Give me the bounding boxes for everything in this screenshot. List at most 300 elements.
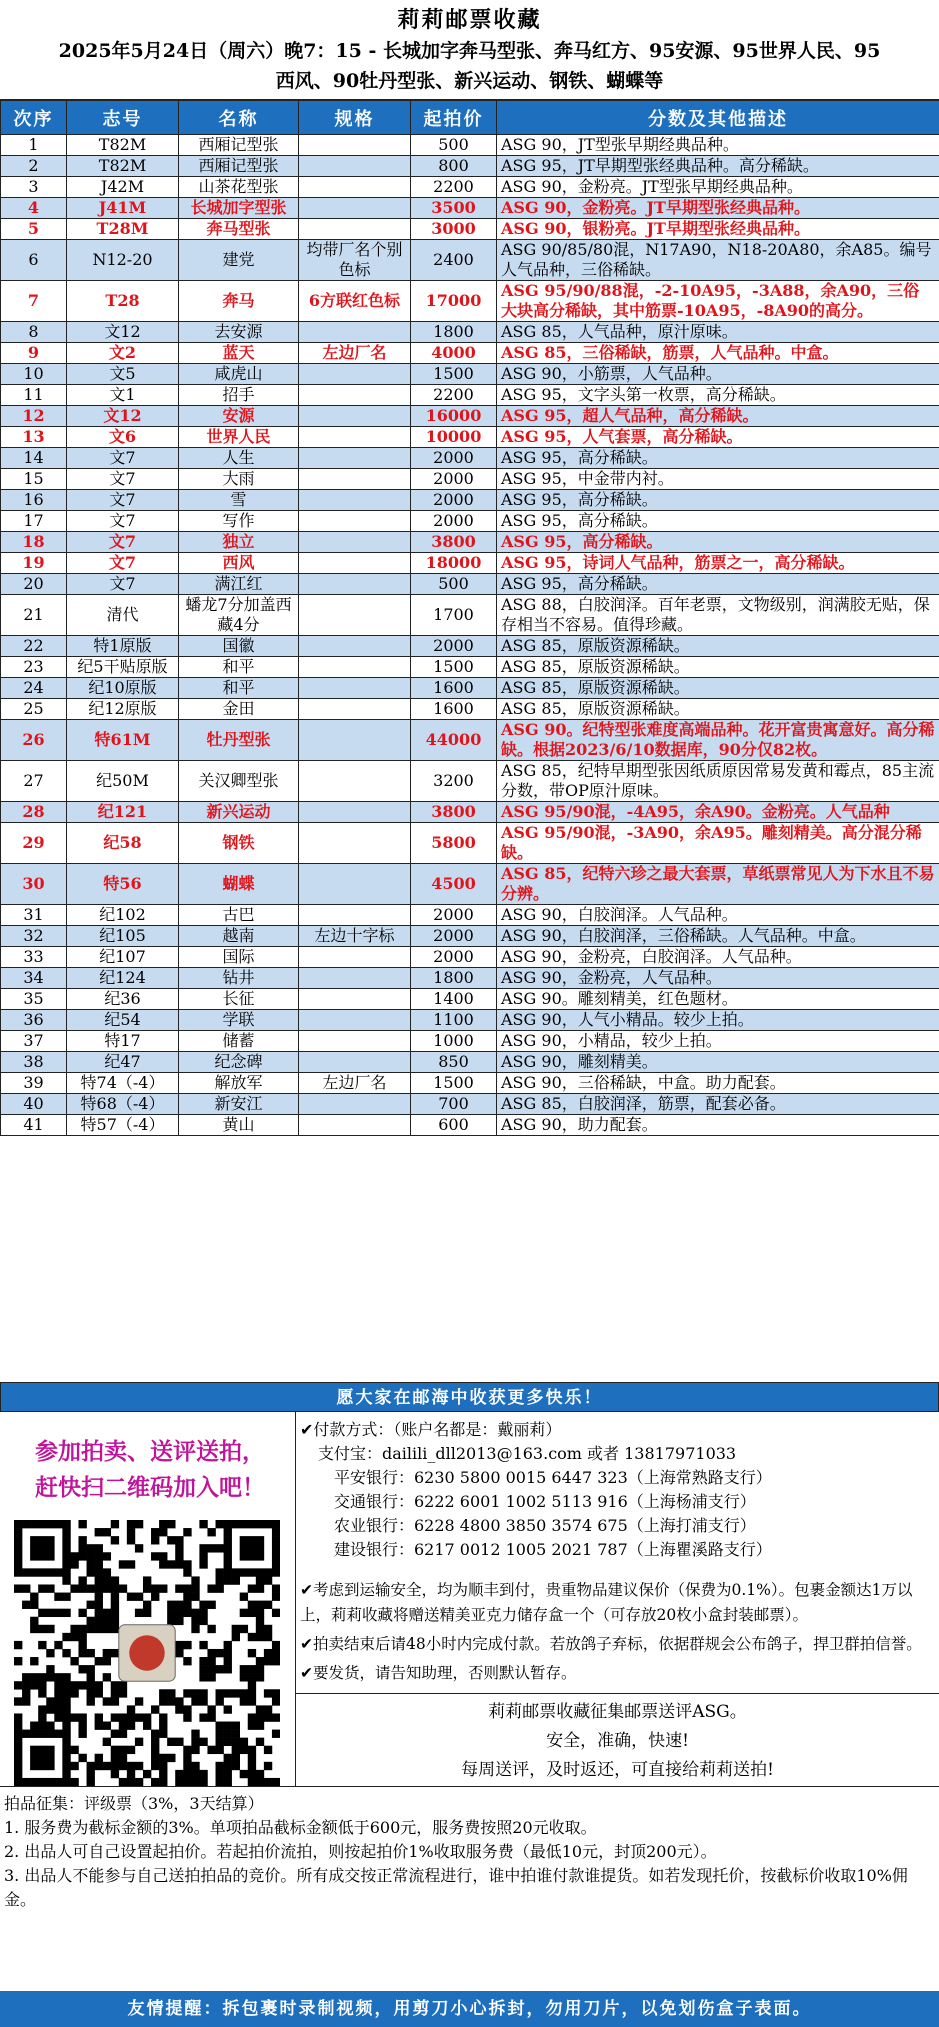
qr-module [54,1778,62,1786]
qr-module [70,1746,78,1754]
qr-module [70,1625,78,1633]
qr-module [159,1713,167,1721]
lot-no: 41 [1,1115,67,1136]
qr-module [38,1609,46,1617]
qr-module [159,1560,167,1568]
qr-module [224,1649,232,1657]
qr-module [199,1617,207,1625]
lot-spec [299,219,411,240]
table-row [1,281,939,322]
qr-module [62,1681,70,1689]
qr-module [224,1705,232,1713]
qr-module [264,1762,272,1770]
qr-module [38,1722,46,1730]
qr-module [14,1641,22,1649]
qr-module [191,1593,199,1601]
lot-no: 17 [1,511,67,532]
qr-module [264,1633,272,1641]
qr-module [183,1713,191,1721]
qr-module [46,1568,54,1576]
qr-module [256,1568,264,1576]
lot-no: 5 [1,219,67,240]
qr-module [103,1625,111,1633]
lot-no: 29 [1,823,67,864]
qr-module [272,1560,280,1568]
lot-price: 3800 [411,802,497,823]
lot-no: 38 [1,1052,67,1073]
lot-desc: ASG 95，中金带内衬。 [497,469,939,490]
qr-module [240,1568,248,1576]
qr-module [256,1601,264,1609]
lot-no: 8 [1,322,67,343]
lot-code: T82M [67,156,179,177]
qr-module [119,1722,127,1730]
qr-module [103,1762,111,1770]
qr-module [135,1713,143,1721]
qr-module [224,1528,232,1536]
qr-module [87,1697,95,1705]
qr-module [191,1730,199,1738]
table-row [1,657,939,678]
qr-module [264,1713,272,1721]
qr-module [272,1697,280,1705]
qr-module [216,1738,224,1746]
lot-name: 西厢记型张 [179,156,299,177]
qr-module [22,1778,30,1786]
qr-module [240,1520,248,1528]
qr-module [103,1552,111,1560]
qr-module [87,1544,95,1552]
qr-module [62,1713,70,1721]
lot-code: 特17 [67,1031,179,1052]
lot-no: 28 [1,802,67,823]
qr-module [14,1730,22,1738]
qr-module [248,1544,256,1552]
lot-desc: ASG 90，白胶润泽。人气品种。 [497,905,939,926]
qr-module [30,1778,38,1786]
lot-name: 钢铁 [179,823,299,864]
qr-module [54,1705,62,1713]
qr-module [70,1552,78,1560]
qr-module [272,1544,280,1552]
qr-module [38,1584,46,1592]
table-row [1,385,939,406]
lot-spec [299,322,411,343]
table-row [1,761,939,802]
qr-module [103,1609,111,1617]
qr-module [103,1576,111,1584]
qr-module [248,1520,256,1528]
qr-module [30,1746,38,1754]
qr-module [87,1552,95,1560]
qr-module [191,1689,199,1697]
invite-line2: 赶快扫二维码加入吧！ [35,1474,265,1501]
qr-module [224,1536,232,1544]
qr-module [135,1738,143,1746]
qr-module [111,1697,119,1705]
qr-module [183,1778,191,1786]
qr-module [248,1762,256,1770]
table-row [1,511,939,532]
qr-module [272,1520,280,1528]
lot-price: 3800 [411,532,497,553]
qr-module [70,1681,78,1689]
qr-module [87,1689,95,1697]
lot-price: 1800 [411,968,497,989]
qr-module [127,1528,135,1536]
lot-price: 2000 [411,448,497,469]
lot-name: 招手 [179,385,299,406]
payment-info [300,1418,936,1686]
qr-module [151,1705,159,1713]
qr-module [248,1713,256,1721]
lot-no: 16 [1,490,67,511]
qr-module [78,1649,86,1657]
qr-module [14,1754,22,1762]
qr-module [264,1689,272,1697]
qr-module [207,1649,215,1657]
qr-module [240,1738,248,1746]
qr-module [30,1673,38,1681]
qr-module [30,1544,38,1552]
qr-module [30,1722,38,1730]
qr-module [216,1568,224,1576]
qr-module [272,1713,280,1721]
qr-module [191,1746,199,1754]
qr-module [175,1617,183,1625]
qr-module [264,1576,272,1584]
lot-desc: ASG 90。纪特型张难度高端品种。花开富贵寓意好。高分稀缺。根据2023/6/10数据库，90分仅82枚。 [497,720,939,761]
qr-module [46,1665,54,1673]
lot-spec: 左边厂名 [299,343,411,364]
qr-module [30,1762,38,1770]
lot-no: 31 [1,905,67,926]
qr-module [159,1689,167,1697]
lot-name: 西厢记型张 [179,135,299,156]
qr-module [183,1593,191,1601]
lot-spec [299,1010,411,1031]
qr-module [151,1528,159,1536]
qr-module [248,1601,256,1609]
lot-name: 解放军 [179,1073,299,1094]
qr-module [30,1625,38,1633]
lot-price: 2000 [411,947,497,968]
lot-price: 1700 [411,595,497,636]
lot-price: 800 [411,156,497,177]
lot-desc: ASG 85，原版资源稀缺。 [497,657,939,678]
lot-name: 建党 [179,240,299,281]
lot-spec [299,947,411,968]
qr-module [14,1544,22,1552]
qr-module [199,1520,207,1528]
lot-price: 850 [411,1052,497,1073]
qr-module [78,1730,86,1738]
lot-no: 36 [1,1010,67,1031]
qr-module [62,1722,70,1730]
qr-module [14,1657,22,1665]
table-row [1,364,939,385]
lot-spec [299,364,411,385]
lot-name: 金田 [179,699,299,720]
lot-code: 纪107 [67,947,179,968]
lot-no: 13 [1,427,67,448]
qr-module [264,1625,272,1633]
qr-module [183,1641,191,1649]
qr-module [151,1593,159,1601]
qr-module [14,1697,22,1705]
qr-module [135,1593,143,1601]
qr-module [95,1617,103,1625]
lot-price: 1500 [411,1073,497,1094]
lot-code: J42M [67,177,179,198]
qr-module [256,1713,264,1721]
qr-module [159,1584,167,1592]
qr-module [191,1770,199,1778]
lot-desc: ASG 95，高分稀缺。 [497,511,939,532]
qr-module [14,1778,22,1786]
table-row [1,1052,939,1073]
qr-module [111,1730,119,1738]
qr-module [216,1697,224,1705]
qr-module [62,1689,70,1697]
qr-module [135,1778,143,1786]
qr-module [78,1625,86,1633]
lot-spec [299,761,411,802]
qr-module [159,1762,167,1770]
sheet-subtitle-line2: 西风、90牡丹型张、新兴运动、钢铁、蝴蝶等 [275,70,664,92]
lot-name: 国徽 [179,636,299,657]
qr-module [38,1730,46,1738]
lot-no: 4 [1,198,67,219]
table-row [1,636,939,657]
qr-module [151,1584,159,1592]
table-row [1,802,939,823]
lot-name: 和平 [179,678,299,699]
qr-module [22,1568,30,1576]
qr-module [240,1697,248,1705]
qr-module [62,1649,70,1657]
qr-module [272,1657,280,1665]
qr-module [207,1746,215,1754]
qr-module [111,1681,119,1689]
qr-module [207,1705,215,1713]
qr-module [248,1536,256,1544]
qr-module [111,1601,119,1609]
qr-module [62,1560,70,1568]
qr-module [87,1649,95,1657]
table-row [1,532,939,553]
qr-module [54,1713,62,1721]
qr-module [199,1665,207,1673]
lot-name: 安源 [179,406,299,427]
qr-module [199,1778,207,1786]
qr-module [111,1625,119,1633]
qr-module [240,1609,248,1617]
qr-module [272,1730,280,1738]
lot-desc: ASG 90，人气小精品。较少上拍。 [497,1010,939,1031]
qr-module [224,1520,232,1528]
qr-module [62,1746,70,1754]
qr-module [46,1746,54,1754]
qr-module [272,1609,280,1617]
qr-module [199,1560,207,1568]
qr-module [95,1722,103,1730]
lot-spec [299,574,411,595]
qr-module [167,1738,175,1746]
lot-desc: ASG 85，原版资源稀缺。 [497,699,939,720]
qr-module [167,1536,175,1544]
alipay-line: 支付宝：dailili_dll2013@163.com 或者 13817971033 [318,1444,737,1463]
lot-spec [299,864,411,905]
qr-module [46,1536,54,1544]
qr-module [224,1568,232,1576]
qr-module [103,1722,111,1730]
qr-module [46,1762,54,1770]
qr-module [256,1625,264,1633]
lot-spec [299,657,411,678]
qr-code-graphic [14,1520,280,1786]
col-header-desc: 分数及其他描述 [497,101,939,135]
qr-module [127,1593,135,1601]
qr-module [224,1778,232,1786]
qr-module [175,1544,183,1552]
lot-name: 大雨 [179,469,299,490]
table-row [1,926,939,947]
qr-code-icon[interactable] [14,1520,280,1786]
qr-module [78,1536,86,1544]
qr-module [199,1697,207,1705]
qr-module [143,1722,151,1730]
lot-price: 2200 [411,177,497,198]
qr-module [151,1536,159,1544]
lot-name: 储蓄 [179,1031,299,1052]
qr-module [87,1625,95,1633]
lot-code: 清代 [67,595,179,636]
table-row [1,135,939,156]
qr-module [111,1584,119,1592]
qr-module [14,1762,22,1770]
lot-no: 34 [1,968,67,989]
lot-table [0,100,939,1136]
qr-module [207,1657,215,1665]
qr-module [232,1722,240,1730]
collect-line3: 每周送评，及时返还，可直接给莉莉送拍! [461,1760,774,1780]
qr-module [248,1649,256,1657]
qr-module [103,1697,111,1705]
qr-module [119,1754,127,1762]
qr-module [62,1778,70,1786]
qr-module [46,1609,54,1617]
qr-module [127,1520,135,1528]
lot-desc: ASG 85，三俗稀缺，筋票，人气品种。中盒。 [497,343,939,364]
qr-module [62,1754,70,1762]
qr-module [62,1770,70,1778]
qr-module [14,1536,22,1544]
qr-module [103,1568,111,1576]
qr-module [95,1689,103,1697]
qr-module [151,1730,159,1738]
lot-no: 18 [1,532,67,553]
lot-code: 文7 [67,574,179,595]
lot-desc: ASG 90，白胶润泽，三俗稀缺。人气品种。中盒。 [497,926,939,947]
qr-module [95,1528,103,1536]
qr-module [95,1560,103,1568]
qr-module [111,1713,119,1721]
table-row [1,699,939,720]
qr-module [38,1705,46,1713]
table-row [1,427,939,448]
lot-desc: ASG 95，文字头第一枚票，高分稀缺。 [497,385,939,406]
lot-spec [299,1115,411,1136]
qr-module [248,1673,256,1681]
qr-module [151,1738,159,1746]
qr-module [256,1738,264,1746]
qr-module [87,1617,95,1625]
table-row [1,1073,939,1094]
lot-no: 26 [1,720,67,761]
qr-module [224,1730,232,1738]
qr-center-avatar [129,1635,164,1670]
qr-module [191,1576,199,1584]
qr-module [183,1689,191,1697]
lot-name: 人生 [179,448,299,469]
qr-module [256,1576,264,1584]
lot-spec: 均带厂名个别色标 [299,240,411,281]
qr-module [87,1665,95,1673]
qr-module [78,1641,86,1649]
lot-code: 文6 [67,427,179,448]
qr-module [38,1568,46,1576]
qr-module [78,1544,86,1552]
qr-module [127,1746,135,1754]
qr-module [119,1730,127,1738]
qr-module [30,1552,38,1560]
qr-module [38,1536,46,1544]
lot-price: 44000 [411,720,497,761]
qr-module [183,1770,191,1778]
invite-line1: 参加拍卖、送评送拍， [35,1438,265,1465]
qr-module [135,1762,143,1770]
qr-module [272,1568,280,1576]
table-row [1,1115,939,1136]
lot-price: 500 [411,574,497,595]
qr-module [183,1584,191,1592]
lot-table-body [1,135,939,1136]
qr-module [224,1657,232,1665]
qr-module [78,1713,86,1721]
qr-module [224,1754,232,1762]
qr-module [62,1520,70,1528]
qr-module [87,1762,95,1770]
lot-price: 4500 [411,864,497,905]
lot-name: 蝴蝶 [179,864,299,905]
qr-module [199,1738,207,1746]
lot-spec [299,469,411,490]
lot-code: 纪54 [67,1010,179,1031]
lot-no: 27 [1,761,67,802]
qr-module [216,1520,224,1528]
qr-module [272,1528,280,1536]
qr-module [183,1657,191,1665]
lot-price: 1400 [411,989,497,1010]
qr-module [143,1770,151,1778]
qr-module [62,1633,70,1641]
lot-price: 1500 [411,364,497,385]
qr-module [54,1520,62,1528]
qr-module [199,1770,207,1778]
table-row [1,823,939,864]
lot-name: 奔马 [179,281,299,322]
